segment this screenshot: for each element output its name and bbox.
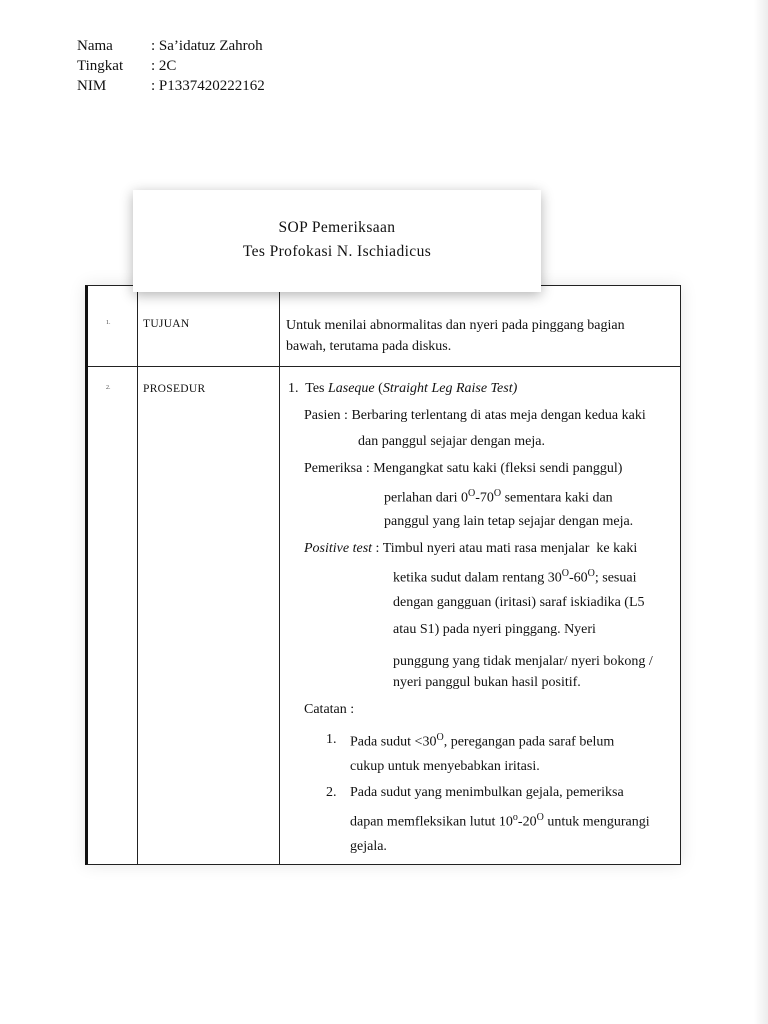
identity-label: NIM	[77, 78, 107, 94]
pasien-label: Pasien :	[304, 408, 352, 423]
catatan-item-1-line-1	[350, 732, 614, 751]
pasien-text: Berbaring terlentang di atas meja dengan kedua kaki	[351, 408, 646, 423]
positive-label: Positive test	[304, 541, 373, 556]
degree-symbol: O	[561, 568, 569, 579]
title-line-2: Tes Profokasi N. Ischiadicus	[242, 243, 432, 260]
degree-symbol: o	[512, 812, 518, 823]
identity-value: : P1337420222162	[151, 78, 265, 94]
catatan-item-1-number: 1.	[326, 732, 337, 747]
text-part: perlahan dari 0	[384, 490, 468, 506]
catatan-item-2-line-2	[350, 812, 650, 831]
positive-line-4: atau S1) pada nyeri pinggang. Nyeri	[393, 622, 596, 637]
text-part: sementara kaki dan	[501, 490, 613, 506]
catatan-item-2-line-3: gejala.	[350, 839, 387, 854]
identity-row-nama	[77, 36, 265, 56]
catatan-item-2-line-1: Pada sudut yang menimbulkan gejala, pemeriksa	[350, 785, 624, 800]
page-edge	[754, 0, 768, 1024]
text-part: , peregangan pada saraf belum	[443, 734, 615, 750]
row-number: 1.	[106, 320, 111, 326]
test-paren: (	[374, 381, 383, 396]
degree-symbol: O	[587, 568, 595, 579]
identity-value: : Sa’idatuz Zahroh	[151, 38, 263, 54]
text-part: ketika sudut dalam rentang 30	[393, 570, 562, 586]
positive-text: Timbul nyeri atau mati rasa menjalar ke kaki	[382, 541, 638, 556]
title-line-1: SOP Pemeriksaan	[278, 219, 396, 236]
title-card	[133, 190, 541, 292]
tujuan-content	[286, 315, 674, 357]
pasien-line-1	[304, 408, 646, 424]
row-label-prosedur: PROSEDUR	[143, 383, 206, 395]
pemeriksa-line-1	[304, 461, 622, 477]
pemeriksa-text: Mengangkat satu kaki (fleksi sendi panggul)	[373, 461, 623, 476]
identity-label: Nama	[77, 38, 113, 54]
column-divider	[137, 286, 138, 864]
test-name: Laseque	[327, 381, 375, 396]
degree-symbol: O	[467, 488, 476, 499]
degree-symbol: O	[536, 812, 544, 823]
sop-table	[85, 285, 681, 865]
positive-line-5: punggung yang tidak menjalar/ nyeri bokong /	[393, 654, 653, 669]
positive-line-1	[304, 541, 637, 557]
test-subtitle: Straight Leg Raise Test)	[382, 381, 518, 396]
pemeriksa-line-3: panggul yang lain tetap sejajar dengan meja.	[384, 514, 634, 529]
column-divider	[279, 286, 280, 864]
text-part: ; sesuai	[594, 570, 637, 586]
identity-block	[77, 36, 265, 96]
pasien-line-2: dan panggul sejajar dengan meja.	[358, 434, 545, 449]
text-part: -20	[517, 814, 537, 830]
text-part: dapan memfleksikan lutut 10	[350, 814, 513, 830]
catatan-item-1-line-2: cukup untuk menyebabkan iritasi.	[350, 759, 540, 774]
identity-label: Tingkat	[77, 58, 124, 74]
positive-line-3: dengan gangguan (iritasi) saraf iskiadika (L5	[393, 595, 645, 610]
text-part: Pada sudut <30	[350, 734, 437, 750]
row-number: 2.	[106, 385, 111, 391]
identity-row-nim	[77, 76, 265, 96]
text-part: -60	[568, 570, 588, 586]
row-divider	[88, 366, 680, 367]
test-heading-prefix: 1. Tes	[288, 381, 328, 396]
degree-symbol: O	[436, 732, 444, 743]
catatan-item-2-number: 2.	[326, 785, 337, 800]
identity-row-tingkat	[77, 56, 265, 76]
catatan-label: Catatan :	[304, 702, 355, 717]
tujuan-line: Untuk menilai abnormalitas dan nyeri pada pinggang bagian	[286, 318, 625, 333]
text-part: untuk mengurangi	[543, 814, 650, 830]
tujuan-line: bawah, terutama pada diskus.	[286, 339, 452, 354]
positive-line-2	[393, 568, 636, 587]
text-part: :	[372, 541, 383, 556]
degree-symbol: O	[493, 488, 502, 499]
test-heading	[288, 381, 517, 397]
pemeriksa-label: Pemeriksa :	[304, 461, 374, 476]
identity-value: : 2C	[151, 58, 177, 74]
positive-line-6: nyeri panggul bukan hasil positif.	[393, 675, 581, 690]
row-label-tujuan: TUJUAN	[143, 318, 190, 330]
text-part: -70	[475, 490, 494, 506]
pemeriksa-line-2	[384, 488, 613, 507]
